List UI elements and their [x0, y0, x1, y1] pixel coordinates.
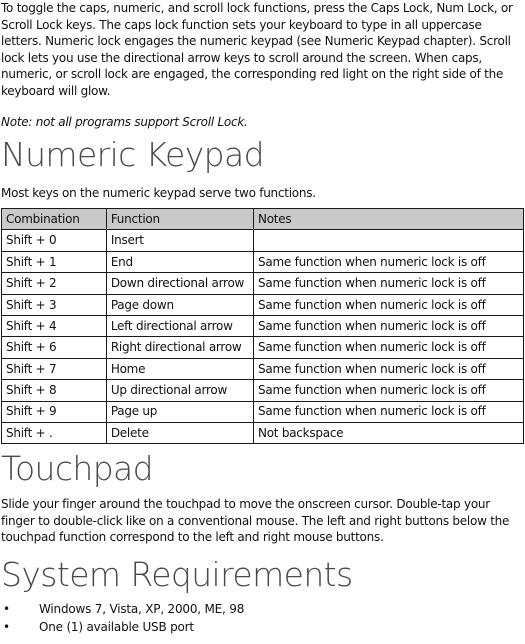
cell-notes: Same function when numeric lock is off: [253, 380, 523, 401]
cell-function: Down directional arrow: [106, 273, 253, 294]
cell-notes: Not backspace: [253, 422, 523, 443]
cell-notes: Same function when numeric lock is off: [253, 315, 523, 336]
cell-notes: Same function when numeric lock is off: [253, 358, 523, 379]
table-row: [2, 422, 524, 443]
cell-function: Page down: [106, 294, 253, 315]
cell-combination: Shift + 4: [2, 315, 107, 336]
touchpad-heading: Touchpad: [1, 449, 154, 489]
header-combination: Combination: [2, 209, 107, 230]
list-item: [1, 618, 523, 636]
cell-function: Up directional arrow: [106, 380, 253, 401]
table-row: [2, 294, 524, 315]
cell-function: Left directional arrow: [106, 315, 253, 336]
cell-function: Delete: [106, 422, 253, 443]
cell-notes: Same function when numeric lock is off: [253, 337, 523, 358]
intro-paragraph: To toggle the caps, numeric, and scroll lock functions, press the Caps Lock, Num Lock, or Scroll Lock keys. The caps lock function sets your keyboard to type in all uppercase letters. Numeric lock engages the numeric keypad (see Numeric Keypad chapter). Scroll lock lets you use the directional arrow keys to scroll around the screen. When caps, numeric, or scroll lock are engaged, the corresponding red light on the right side of the keyboard will glow.: [1, 1, 513, 98]
table-row: [2, 315, 524, 336]
cell-combination: Shift + 0: [2, 230, 107, 251]
numeric-keypad-lead: Most keys on the numeric keypad serve two functions.: [1, 185, 316, 200]
cell-combination: Shift + .: [2, 422, 107, 443]
table-row: [2, 380, 524, 401]
cell-notes: Same function when numeric lock is off: [253, 401, 523, 422]
cell-combination: Shift + 2: [2, 273, 107, 294]
system-requirements-heading: System Requirements: [1, 554, 353, 594]
table-row: [2, 358, 524, 379]
requirement-text: Windows 7, Vista, XP, 2000, ME, 98: [39, 601, 245, 616]
cell-notes: Same function when numeric lock is off: [253, 294, 523, 315]
list-item: [1, 600, 523, 618]
header-notes: Notes: [253, 209, 523, 230]
cell-function: Home: [106, 358, 253, 379]
cell-combination: Shift + 9: [2, 401, 107, 422]
requirements-list: [1, 600, 523, 636]
header-function: Function: [106, 209, 253, 230]
cell-notes: Same function when numeric lock is off: [253, 251, 523, 272]
cell-notes: Same function when numeric lock is off: [253, 273, 523, 294]
table-row: [2, 273, 524, 294]
table-row: [2, 251, 524, 272]
cell-function: End: [106, 251, 253, 272]
cell-function: Insert: [106, 230, 253, 251]
numeric-keypad-table: [1, 208, 524, 444]
touchpad-paragraph: Slide your finger around the touchpad to move the onscreen cursor. Double-tap your finger to double-click like on a conventional mouse. The left and right buttons below the touchpad function correspond to the left and right mouse buttons.: [1, 497, 510, 545]
cell-function: Page up: [106, 401, 253, 422]
table-row: [2, 337, 524, 358]
requirement-text: One (1) available USB port: [39, 619, 194, 634]
cell-combination: Shift + 3: [2, 294, 107, 315]
bullet-icon: •: [3, 619, 10, 634]
scroll-lock-note: Note: not all programs support Scroll Lock.: [1, 115, 248, 129]
bullet-icon: •: [3, 601, 10, 616]
table-row: [2, 230, 524, 251]
cell-notes: [253, 230, 523, 251]
cell-combination: Shift + 7: [2, 358, 107, 379]
cell-function: Right directional arrow: [106, 337, 253, 358]
numeric-keypad-heading: Numeric Keypad: [1, 134, 264, 174]
table-header-row: [2, 209, 524, 230]
cell-combination: Shift + 6: [2, 337, 107, 358]
cell-combination: Shift + 1: [2, 251, 107, 272]
table-row: [2, 401, 524, 422]
cell-combination: Shift + 8: [2, 380, 107, 401]
